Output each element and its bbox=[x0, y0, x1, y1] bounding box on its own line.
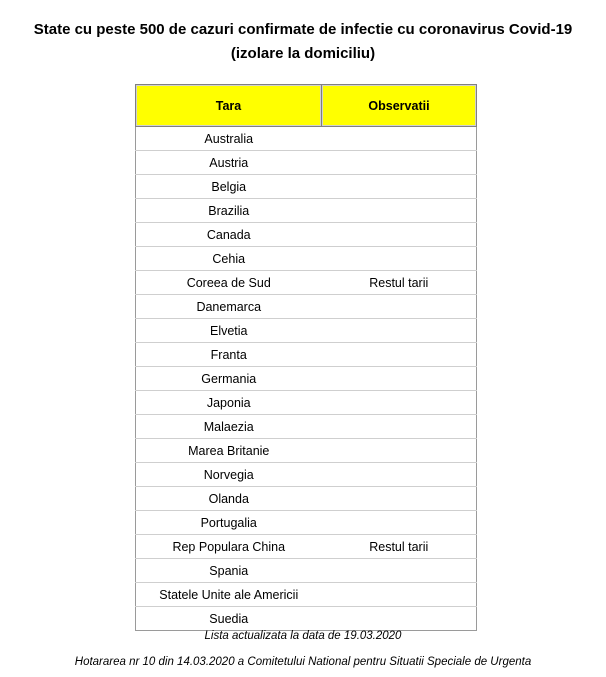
country-cell: Franta bbox=[136, 343, 322, 367]
table-row bbox=[136, 199, 477, 223]
table-row bbox=[136, 343, 477, 367]
country-cell: Brazilia bbox=[136, 199, 322, 223]
observation-cell: Restul tarii bbox=[322, 535, 477, 559]
country-cell: Elvetia bbox=[136, 319, 322, 343]
table-row bbox=[136, 583, 477, 607]
table-row bbox=[136, 415, 477, 439]
table-row bbox=[136, 559, 477, 583]
country-cell: Australia bbox=[136, 127, 322, 151]
header-tara: Tara bbox=[136, 85, 322, 127]
table-row bbox=[136, 247, 477, 271]
observation-cell bbox=[322, 367, 477, 391]
observation-cell bbox=[322, 487, 477, 511]
observation-cell bbox=[322, 151, 477, 175]
observation-cell bbox=[322, 127, 477, 151]
observation-cell bbox=[322, 319, 477, 343]
observation-cell bbox=[322, 199, 477, 223]
country-cell: Germania bbox=[136, 367, 322, 391]
country-cell: Austria bbox=[136, 151, 322, 175]
title-line-2: (izolare la domiciliu) bbox=[230, 45, 376, 62]
country-cell: Belgia bbox=[136, 175, 322, 199]
observation-cell bbox=[322, 223, 477, 247]
document-title bbox=[0, 18, 606, 66]
table-row bbox=[136, 367, 477, 391]
observation-cell bbox=[322, 391, 477, 415]
observation-cell bbox=[322, 559, 477, 583]
country-cell: Danemarca bbox=[136, 295, 322, 319]
title-line-1: State cu peste 500 de cazuri confirmate de infectie cu coronavirus Covid-19 bbox=[33, 21, 573, 38]
country-cell: Japonia bbox=[136, 391, 322, 415]
table-row bbox=[136, 223, 477, 247]
country-cell: Spania bbox=[136, 559, 322, 583]
header-observatii: Observatii bbox=[322, 85, 477, 127]
country-cell: Olanda bbox=[136, 487, 322, 511]
observation-cell bbox=[322, 415, 477, 439]
table-row bbox=[136, 511, 477, 535]
observation-cell bbox=[322, 175, 477, 199]
table-row bbox=[136, 175, 477, 199]
table-row bbox=[136, 607, 477, 631]
table-row bbox=[136, 391, 477, 415]
country-cell: Malaezia bbox=[136, 415, 322, 439]
observation-cell: Restul tarii bbox=[322, 271, 477, 295]
country-cell: Rep Populara China bbox=[136, 535, 322, 559]
table-row bbox=[136, 463, 477, 487]
decision-note: Hotararea nr 10 din 14.03.2020 a Comitetului National pentru Situatii Speciale de Urgenta bbox=[74, 656, 532, 668]
country-cell: Marea Britanie bbox=[136, 439, 322, 463]
observation-cell bbox=[322, 247, 477, 271]
observation-cell bbox=[322, 463, 477, 487]
observation-cell bbox=[322, 583, 477, 607]
table-row bbox=[136, 127, 477, 151]
observation-cell bbox=[322, 511, 477, 535]
country-cell: Suedia bbox=[136, 607, 322, 631]
table-row bbox=[136, 151, 477, 175]
table-row bbox=[136, 439, 477, 463]
table-row bbox=[136, 487, 477, 511]
observation-cell bbox=[322, 607, 477, 631]
country-cell: Statele Unite ale Americii bbox=[136, 583, 322, 607]
table-row bbox=[136, 295, 477, 319]
table-body bbox=[136, 127, 477, 631]
update-note: Lista actualizata la data de 19.03.2020 bbox=[204, 630, 402, 642]
table-header-row bbox=[136, 85, 477, 127]
observation-cell bbox=[322, 343, 477, 367]
table-row bbox=[136, 319, 477, 343]
observation-cell bbox=[322, 295, 477, 319]
country-cell: Canada bbox=[136, 223, 322, 247]
country-cell: Portugalia bbox=[136, 511, 322, 535]
table-row bbox=[136, 535, 477, 559]
countries-table bbox=[135, 84, 477, 631]
country-cell: Cehia bbox=[136, 247, 322, 271]
country-cell: Coreea de Sud bbox=[136, 271, 322, 295]
observation-cell bbox=[322, 439, 477, 463]
table-row bbox=[136, 271, 477, 295]
country-cell: Norvegia bbox=[136, 463, 322, 487]
